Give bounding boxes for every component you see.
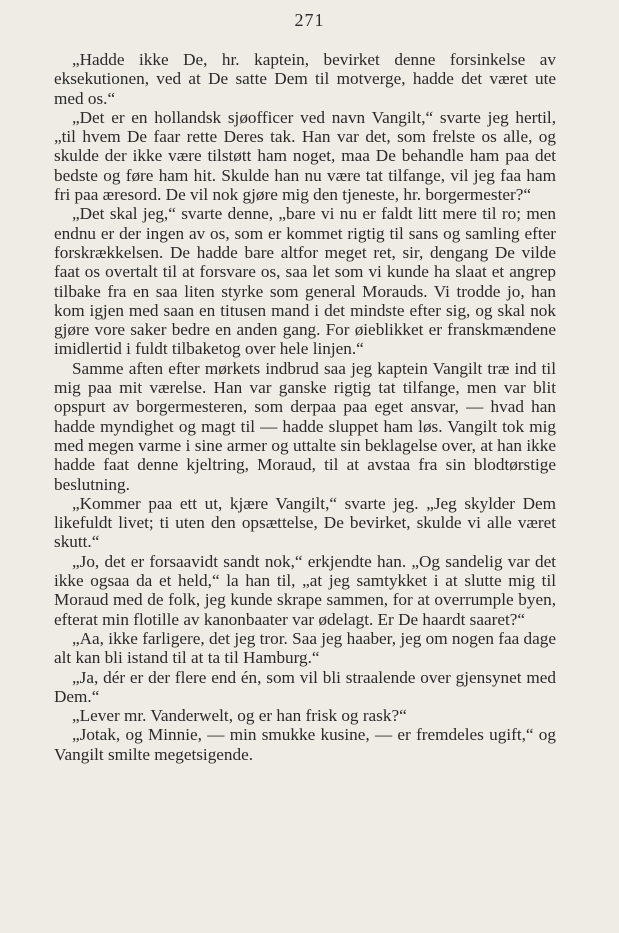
paragraph: „Jo, det er forsaavidt sandt nok,“ erkjendte han. „Og sandelig var det ikke ogsaa da et held,“ la han til, „at jeg samtykket i at slutte mig til Moraud med de folk, jeg kunde skrape sammen, for at overrumple byen, efterat min flotille av kanonbaater var ødelagt. Er De haardt saaret?“ bbox=[54, 551, 556, 629]
paragraph: „Det er en hollandsk sjøofficer ved navn Vangilt,“ svarte jeg hertil, „til hvem De faar rette Deres tak. Han var det, som frelste os alle, og skulde der ikke være tilstøtt ham noget, maa De behandle ham paa det bedste og føre ham hit. Skulde han nu være tat tilfange, vil jeg faa ham fri paa æresord. De vil nok gjøre mig den tjeneste, hr. borgermester?“ bbox=[54, 107, 556, 205]
paragraph: „Jotak, og Minnie, — min smukke kusine, — er fremdeles ugift,“ og Vangilt smilte megetsigende. bbox=[54, 725, 556, 764]
page-number: 271 bbox=[294, 10, 325, 30]
paragraph: „Kommer paa ett ut, kjære Vangilt,“ svarte jeg. „Jeg skylder Dem likefuldt livet; ti uten den opsættelse, De bevirket, skulde vi alle været skutt.“ bbox=[54, 493, 556, 552]
paragraph: „Ja, dér er der flere end én, som vil bli straalende over gjensynet med Dem.“ bbox=[54, 667, 556, 706]
paragraph: „Det skal jeg,“ svarte denne, „bare vi nu er faldt litt mere til ro; men endnu er der ingen av os, som er kommet rigtig til sans og samling efter forskrækkelsen. De hadde bare altfor meget ret, sir, dengang De vilde faat os overtalt til at forsvare os, saa let som vi kunde ha slaat et angrep tilbake fra en saa liten styrke som general Morauds. Vi trodde jo, han kom igjen med saan en titusen mand i det mindste efter sig, og skal nok gjøre vore saker bedre en anden gang. For øieblikket er franskmændene imidlertid i fuldt tilbaketog over hele linjen.“ bbox=[54, 204, 556, 359]
paragraph: „Hadde ikke De, hr. kaptein, bevirket denne forsinkelse av eksekutionen, ved at De satte Dem til motverge, hadde det været ute med os.“ bbox=[54, 50, 556, 108]
paragraph: „Lever mr. Vanderwelt, og er han frisk og rask?“ bbox=[72, 706, 407, 726]
paragraph: Samme aften efter mørkets indbrud saa jeg kaptein Vangilt træ ind til mig paa mit værelse. Han var ganske rigtig tat tilfange, men var blit opspurt av borgermesteren, som derpaa paa eget ansvar, — hvad han hadde myndighet og magt til — hadde sluppet ham løs. Vangilt tok mig med megen varme i sine armer og uttalte sin beklagelse over, at han ikke hadde faat denne kjeltring, Moraud, til at avstaa fra sin blodtørstige beslutning. bbox=[54, 358, 556, 494]
body-text bbox=[54, 50, 556, 764]
paragraph: „Aa, ikke farligere, det jeg tror. Saa jeg haaber, jeg om nogen faa dage alt kan bli istand til at ta til Hamburg.“ bbox=[54, 628, 556, 668]
